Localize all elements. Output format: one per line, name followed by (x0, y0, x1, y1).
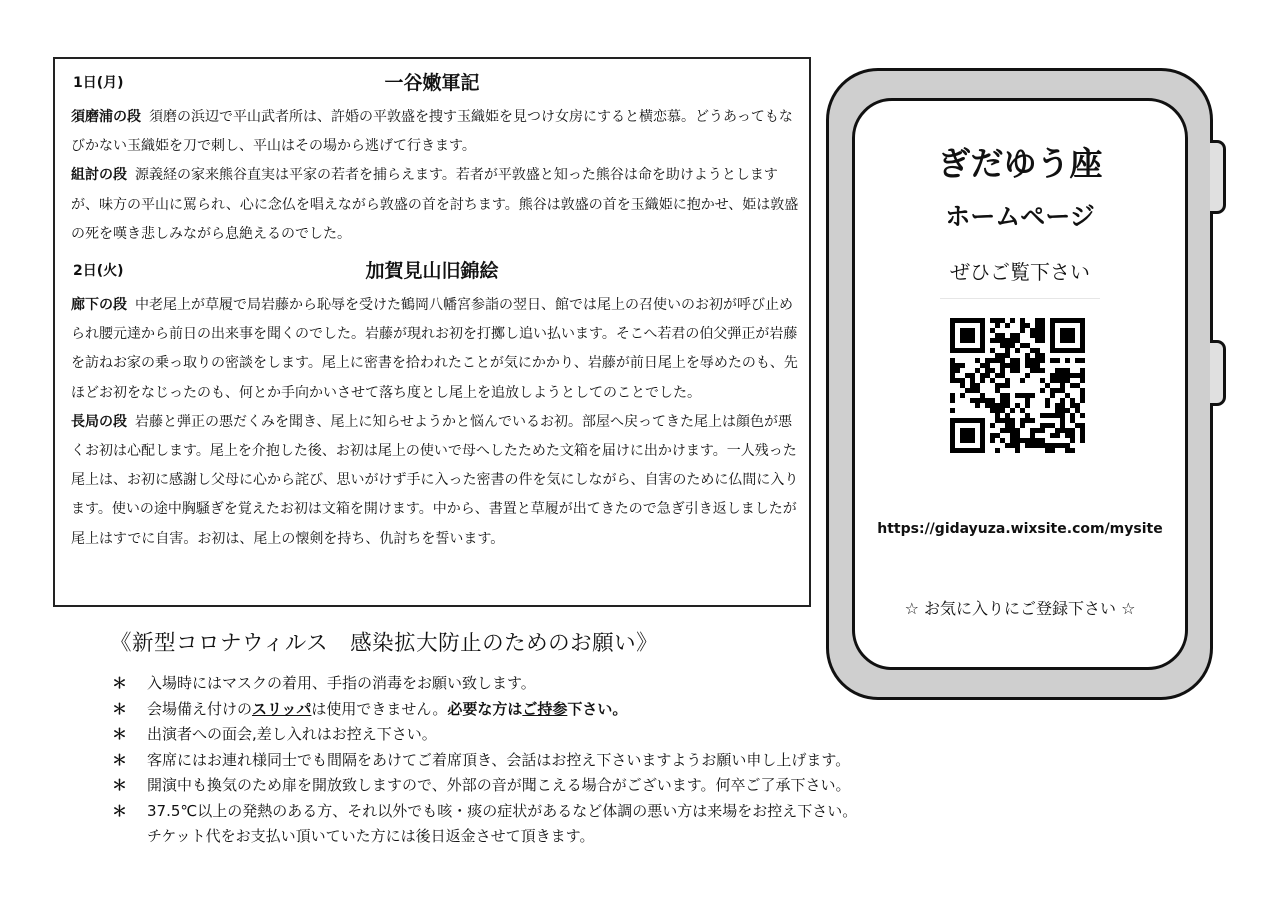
day2-date: 2日(火) (73, 263, 124, 279)
synopsis-box (53, 57, 811, 607)
notice-text: 会場備え付けの (147, 699, 253, 718)
bring-own-emphasis: ご持参 (522, 699, 568, 718)
bullet: ＊ (112, 725, 128, 743)
scene-name: 須磨浦の段 (71, 109, 141, 125)
notice-text: 客席にはお連れ様同士でも間隔をあけてご着席頂き、会話はお控え下さいますようお願い申し上げます。 (147, 750, 851, 769)
day1-header (73, 68, 791, 94)
notice-item (112, 697, 857, 723)
scene-text: 源義経の家来熊谷直実は平家の若者を捕らえます。若者が平敦盛と知った熊谷は命を助けようとしますが、味方の平山に罵られ、心に念仏を唱えながら敦盛の首を討ちます。熊谷は敦盛の首を玉織姫に抱かせ、姫は敦盛の死を嘆き悲しみながら息絶えるのでした。 (71, 167, 799, 242)
notice-continuation: チケット代をお支払い頂いていた方には後日返金させて頂きます。 (147, 827, 595, 845)
notice-bold: 必要な方は (447, 699, 523, 718)
notice-bold: 下さい。 (567, 699, 628, 718)
day1-title: 一谷嫩軍記 (384, 72, 480, 94)
watch-crown-button (1210, 140, 1226, 214)
day2-synopsis (71, 291, 799, 554)
scene-text: 岩藤と弾正の悪だくみを聞き、尾上に知らせようかと悩んでいるお初。部屋へ戻ってきた尾上は顔色が悪くお初は心配します。尾上を介抱した後、お初は尾上の使いで母へしたためた文箱を届けに出かけます。一人残った尾上は、お初に感謝し父母に心から詫び、思いがけず手に入った密書の件を気にしながら、自害のために仏間に入ります。使いの途中胸騒ぎを覚えたお初は文箱を開けます。中から、書置と草履が出てきたので急ぎ引き返しましたが尾上はすでに自害。お初は、尾上の懐剣を持ち、仇討ちを誓います。 (71, 413, 799, 547)
scene-text: 中老尾上が草履で局岩藤から恥辱を受けた鶴岡八幡宮参詣の翌日、館では尾上の召使いのお初が呼び止められ腰元達から前日の出来事を聞くのでした。岩藤が現れお初を打擲し追い払います。そこへ若君の伯父弾正が岩藤を訪ねお家の乗っ取りの密談をします。尾上に密書を拾われたことが気にかかり、岩藤が前日尾上を辱めたのも、先ほどお初をなじったのも、何とか手向かいさせて落ち度とし尾上を追放しようとしてのことでした。 (71, 297, 798, 401)
site-title: ぎだゆう座 (937, 144, 1103, 183)
favorite-note: ☆ お気に入りにご登録下さい ☆ (904, 599, 1136, 618)
notice-text: 出演者への面会,差し入れはお控え下さい。 (147, 725, 437, 743)
scene-suma (71, 103, 799, 161)
notice-item (112, 722, 857, 748)
notice-text: 37.5℃以上の発熱のある方、それ以外でも咳・痰の症状があるなど体調の悪い方は来場をお控え下さい。 (147, 801, 858, 820)
bullet: ＊ (112, 699, 128, 718)
bullet: ＊ (112, 674, 128, 692)
day2-header (73, 256, 791, 282)
day2-title: 加賀見山旧錦絵 (365, 260, 499, 282)
site-tagline: ぜひご覧下さい (950, 260, 1090, 284)
divider (940, 298, 1100, 299)
notice-item (112, 671, 857, 697)
scene-roka (71, 291, 799, 408)
notice-item (112, 748, 857, 774)
notice-title: 《新型コロナウィルス 感染拡大防止のためのお願い》 (110, 631, 659, 656)
notice-item (112, 773, 857, 799)
scene-kumiuchi (71, 161, 799, 249)
bullet: ＊ (112, 750, 128, 769)
notice-list (112, 671, 857, 850)
bullet: ＊ (112, 801, 128, 820)
notice-text: 開演中も換気のため扉を開放致しますので、外部の音が聞こえる場合がございます。何卒ご了承下さい。 (147, 776, 851, 794)
day1-synopsis (71, 103, 799, 249)
watch-side-button (1210, 340, 1226, 406)
scene-text: 須磨の浜辺で平山武者所は、許婚の平敦盛を捜す玉織姫を見つけ女房にすると横恋慕。どうあってもなびかない玉織姫を刀で刺し、平山はその場から逃げて行きます。 (71, 109, 793, 155)
scene-name: 長局の段 (71, 413, 127, 430)
notice-text: は使用できません。 (311, 699, 448, 718)
site-url[interactable]: https://gidayuza.wixsite.com/mysite (877, 521, 1163, 537)
bullet: ＊ (112, 776, 128, 794)
site-subtitle: ホームページ (945, 202, 1095, 231)
notice-text: 入場時にはマスクの着用、手指の消毒をお願い致します。 (147, 674, 536, 692)
notice-item (112, 799, 857, 825)
scene-name: 組討の段 (71, 167, 127, 184)
slipper-emphasis: スリッパ (252, 699, 312, 718)
scene-name: 廊下の段 (71, 297, 127, 313)
scene-nagatsubone (71, 408, 799, 554)
day1-date: 1日(月) (73, 75, 124, 91)
qr-code-icon[interactable] (950, 318, 1085, 453)
